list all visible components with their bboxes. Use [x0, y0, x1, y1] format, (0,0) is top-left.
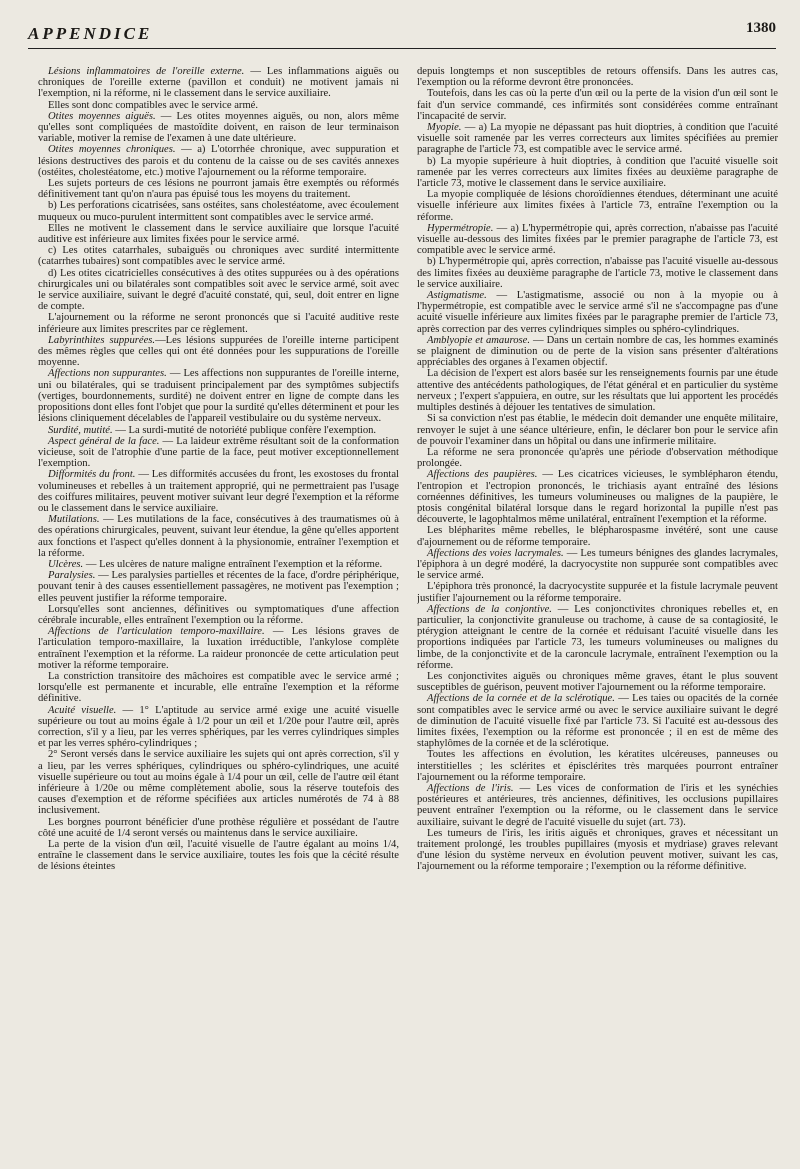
paragraph [417, 368, 778, 413]
paragraph [417, 290, 778, 335]
paragraph [38, 200, 399, 222]
section-heading: Ulcères. [48, 558, 84, 570]
paragraph-text: — a) L'hypermétropie qui, après correction, n'abaisse pas l'acuité visuelle au-dessous des limites fixées par le premier paragraphe de l'article 73, est compatible avec le service armé. [417, 222, 778, 257]
paragraph-text: Elles sont donc compatibles avec le service armé. [48, 99, 259, 111]
paragraph-text: — Les cicatrices vicieuses, le symblépharon étendu, l'entropion et l'ectropion prononcés, le trichiasis ayant entraîné des lésions cornéennes définitives, les tumeurs volumineuses ou malignes de la paupière, le ptosis congénital bilatéral lorsque dans le regard horizontal la pupille n'est pas découverte, le lagophtalmos même unilatéral, entraînent l'exemption et la réforme. [417, 469, 778, 526]
paragraph-text: b) Les perforations cicatrisées, sans ostéites, sans cholestéatome, avec écoulement muqueux ou muco-purulent intermittent sont compatibles avec le service armé. [38, 200, 399, 223]
paragraph-text: depuis longtemps et non susceptibles de retours offensifs. Dans les autres cas, l'exemption ou la réforme devront être prononcées. [417, 66, 778, 89]
running-header [28, 18, 776, 49]
paragraph-text: Les borgnes pourront bénéficier d'une prothèse régulière et possédant de l'autre côté une acuité de 1/4 seront versés ou maintenus dans le service auxiliaire. [38, 816, 399, 839]
paragraph-text: — Les difformités accusées du front, les exostoses du frontal volumineuses et rebelles à un traitement approprié, qui ne permettraient pas l'usage des coiffures militaires, peuvent motiver suivant leur degré l'exemption et la réforme ou le classement dans le service auxiliaire. [38, 469, 399, 514]
paragraph-text: — a) L'otorrhée chronique, avec suppuration et lésions destructives des parois et du contenu de la caisse ou de ses cavités annexes (ostéites, cholestéatome, etc.) motive l'ajournement ou la réforme temporaire. [38, 144, 399, 178]
paragraph-text: b) La myopie supérieure à huit dioptries, à condition que l'acuité visuelle soit ramenée par les verres correcteurs aux limites fixées au deuxième paragraphe de l'article 73, motive le classement dans le service auxiliaire. [417, 155, 778, 190]
paragraph-text: — La surdi-mutité de notoriété publique confère l'exemption. [112, 424, 377, 436]
paragraph-text: — Les ulcères de nature maligne entraînent l'exemption et la réforme. [83, 558, 383, 570]
paragraph-text: c) Les otites catarrhales, subaiguës ou chroniques avec surdité intermittente (catarrhes tubaires) sont compatibles avec le service armé. [38, 245, 399, 268]
paragraph [417, 525, 778, 547]
paragraph [417, 413, 778, 447]
paragraph-text: Les sujets porteurs de ces lésions ne pourront jamais être exemptés ou réformés définitivement tant qu'on n'aura pas épuisé tous les moyens du traitement. [38, 178, 399, 201]
section-heading: Amblyopie et amaurose. [427, 334, 530, 346]
paragraph-text: — L'astigmatisme, associé ou non à la myopie ou à l'hypermétropie, est compatible avec le service armé s'il ne s'accompagne pas d'une acuité visuelle inférieure aux limites fixées par le paragraphe premier de l'article 73, après correction par des verres cylindriques simples ou sphéro-cylindriques. [417, 290, 778, 335]
section-heading: Affections non suppurantes. [48, 368, 167, 380]
paragraph [417, 604, 778, 671]
paragraph [38, 705, 399, 750]
text-columns [38, 66, 778, 1149]
paragraph [417, 189, 778, 223]
paragraph [38, 178, 399, 200]
section-heading: Acuité visuelle. [48, 704, 117, 716]
paragraph [417, 469, 778, 525]
paragraph [38, 839, 399, 873]
paragraph [38, 245, 399, 267]
section-heading: Labyrinthites suppurées. [48, 334, 156, 346]
paragraph-text: — Les tumeurs bénignes des glandes lacrymales, l'épiphora à un degré modéré, la dacryocystite non suppurée sont compatibles avec le service armé. [417, 547, 778, 582]
paragraph-text: — Les paralysies partielles et récentes de la face, d'ordre périphérique, pouvant tenir à des causes essentiellement passagères, ne motivent pas l'exemption ; elles peuvent justifier la réforme temporaire. [38, 570, 399, 604]
paragraph [417, 256, 778, 290]
right-column [417, 66, 778, 1149]
paragraph-text: — Les mutilations de la face, consécutives à des traumatismes où à des opérations chirurgicales, peuvent, suivant leur étendue, la gêne qu'elles apportent aux fonctions et l'aspect qu'elles donnent à la physionomie, entraîner l'exemption et la réforme. [38, 514, 399, 559]
section-heading: Hypermétropie. [427, 222, 494, 234]
paragraph [38, 749, 399, 816]
paragraph-text: 2° Seront versés dans le service auxiliaire les sujets qui ont après correction, s'il y a lieu, par les verres sphériques, cylindriques ou sphéro-cylindriques, une acuité visuelle supérieure ou tout au moins égale à 1/4 pour un œil, celle de l'autre œil étant inférieure à 1/20e ou même complètement abolie, sous la réserve toutefois des causes d'exemption et de réforme spécifiées aux articles numérotés de 74 à 88 inclusivement. [38, 749, 399, 817]
paragraph-text: La perte de la vision d'un œil, l'acuité visuelle de l'autre égalant au moins 1/4, entraîne le classement dans le service auxiliaire, toutes les fois que la cécité résulte de lésions éteintes [38, 839, 399, 873]
paragraph [417, 156, 778, 190]
section-heading: Affections des voies lacrymales. [427, 547, 564, 559]
paragraph-text: L'ajournement ou la réforme ne seront prononcés que si l'acuité auditive reste inférieure aux limites prescrites par ce règlement. [38, 312, 399, 335]
section-heading: Astigmatisme. [427, 290, 487, 302]
left-column [38, 66, 399, 1149]
paragraph [38, 368, 399, 424]
paragraph-text: — Les conjonctivites chroniques rebelles et, en particulier, la conjonctivite granuleuse ou trachome, à cause de sa contagiosité, le ptérygion atteignant le centre de la cornée et réduisant l'acuité visuelle dans les proportions indiquées par l'article 73, les tumeurs volumineuses ou malignes du limbe, de la conjonctivite et de la caroncule lacrymale, entraînent l'exemption ou la réforme. [417, 603, 778, 671]
paragraph-text: L'épiphora très prononcé, la dacryocystite suppurée et la fistule lacrymale peuvent justifier l'ajournement ou la réforme temporaire. [417, 581, 778, 604]
paragraph-text: La constriction transitoire des mâchoires est compatible avec le service armé ; lorsqu'elle est permanente et incurable, elle entraîne l'exemption et la réforme définitive. [38, 670, 399, 705]
paragraph [417, 783, 778, 828]
paragraph-text: — Les inflammations aiguës ou chroniques de l'oreille externe (pavillon et conduit) ne motivent jamais ni l'exemption, ni la réforme, ni le classement dans le service auxiliaire. [38, 66, 399, 100]
paragraph [417, 671, 778, 693]
paragraph-text: — Les otites moyennes aiguës, ou non, alors même qu'elles sont compliquées de mastoïdite doivent, en raison de leur terminaison variable, motiver la remise de l'examen à une date ultérieure. [38, 110, 399, 145]
section-heading: Difformités du front. [48, 469, 136, 481]
paragraph-text: — Les lésions graves de l'articulation temporo-maxillaire, la luxation irréductible, l'ankylose complète entraînent l'exemption et la réforme. La raideur prononcée de cette articulation peut motiver la réforme temporaire. [38, 626, 399, 671]
section-heading: Paralysies. [48, 570, 96, 582]
paragraph [38, 111, 399, 145]
paragraph [417, 335, 778, 369]
paragraph [38, 570, 399, 604]
section-heading: Otites moyennes chroniques. [48, 144, 176, 156]
paragraph [38, 514, 399, 559]
paragraph-text: — 1° L'aptitude au service armé exige une acuité visuelle supérieure ou tout au moins égale à 1/2 pour un œil et 1/20e pour l'autre œil, après correction, s'il y a lieu, par les verres sphériques, par les verres cylindriques simples et par les verres sphéro-cylindriques ; [38, 704, 399, 750]
paragraph [417, 223, 778, 257]
section-heading: Lésions inflammatoires de l'oreille externe. [48, 66, 245, 77]
paragraph [417, 581, 778, 603]
paragraph-text: — Dans un certain nombre de cas, les hommes examinés se plaignent de diminution ou de perte de la vision sans présenter d'altérations appréciables des organes à l'examen objectif. [417, 334, 778, 369]
paragraph [417, 828, 778, 873]
section-heading: Affections de l'articulation temporo-maxillaire. [48, 626, 265, 638]
paragraph-text: Les conjonctivites aiguës ou chroniques même graves, étant le plus souvent susceptibles de guérison, peuvent motiver l'ajournement ou la réforme temporaire. [417, 670, 778, 694]
paragraph-text: d) Les otites cicatricielles consécutives à des otites suppurées ou à des opérations chirurgicales uni ou bilatérales sont compatibles soit avec le service armé, soit avec le service auxiliaire, suivant le degré d'acuité constaté, qui, seul, doit entrer en ligne de compte. [38, 267, 399, 313]
paragraph-text: — a) La myopie ne dépassant pas huit dioptries, à condition que l'acuité visuelle soit ramenée par les verres correcteurs aux limites spécifiées au premier paragraphe de l'article 73, est compatible avec le service armé. [417, 122, 778, 156]
section-heading: Affections de la conjontive. [427, 603, 552, 615]
section-heading: Affections de la cornée et de la sclérotique. [427, 693, 615, 705]
paragraph [38, 335, 399, 369]
paragraph [38, 436, 399, 470]
paragraph [417, 122, 778, 156]
paragraph-text: Elles ne motivent le classement dans le service auxiliaire que lorsque l'acuité auditive est inférieure aux limites fixées pour le service armé. [38, 222, 399, 246]
paragraph [38, 469, 399, 514]
paragraph [38, 626, 399, 671]
paragraph [38, 223, 399, 245]
section-heading: Aspect général de la face. [48, 435, 160, 447]
paragraph-text: Les blépharites même rebelles, le blépharospasme invétéré, sont une cause d'ajournement ou de réforme temporaire. [417, 525, 778, 548]
paragraph-text: Toutes les affections en évolution, les kératites ulcéreuses, panneuses ou interstitielles ; les sclérites et épisclérites très marquées pourront entraîner l'ajournement ou la réforme temporaire. [417, 749, 778, 783]
paragraph-text: Toutefois, dans les cas où la perte d'un œil ou la perte de la vision d'un œil sont le fait d'un service commandé, ces infirmités sont considérées comme entraînant l'incapacité de servir. [417, 88, 778, 122]
paragraph [417, 548, 778, 582]
paragraph [38, 671, 399, 705]
paragraph-text: Lorsqu'elles sont anciennes, définitives ou symptomatiques d'une affection cérébrale incurable, elles entraînent l'exemption ou la réforme. [38, 603, 399, 626]
section-heading: Myopie. [427, 122, 462, 134]
paragraph [38, 312, 399, 334]
paragraph-text: b) L'hypermétropie qui, après correction, n'abaisse pas l'acuité visuelle au-dessous des limites fixées au deuxième paragraphe de l'article 73, motive le classement dans le service auxiliaire. [417, 256, 778, 290]
paragraph-text: —Les lésions suppurées de l'oreille interne participent des mêmes règles que celles qui ont été données pour les suppurations de l'oreille moyenne. [38, 334, 399, 369]
paragraph-text: — Les affections non suppurantes de l'oreille interne, uni ou bilatérales, qui se traduisent principalement par des symptômes subjectifs (vertiges, bourdonnements, surdité) ne doivent entrer en ligne de compte dans les propositions dont elles font l'objet que pour la surdité qu'elles déterminent et pour les lésions cliniquement décelables de l'appareil vestibulaire ou du système nerveux. [38, 368, 399, 425]
section-heading: Affections des paupières. [427, 469, 538, 481]
page-number: 1380 [746, 20, 776, 36]
running-title: APPENDICE [28, 24, 153, 43]
paragraph [417, 66, 778, 88]
paragraph [38, 425, 399, 436]
section-heading: Mutilations. [48, 514, 100, 526]
paragraph-text: — Les taies ou opacités de la cornée sont compatibles avec le service armé ou avec le service auxiliaire suivant le degré de diminution de l'acuité visuelle fixé par l'article 73. Si l'acuité est au-dessous des limites fixées, l'exemption ou la réforme est prononcée ; il en est de même des staphylômes de la cornée et de la sclérotique. [417, 693, 778, 750]
paragraph [417, 693, 778, 749]
paragraph [38, 559, 399, 570]
section-heading: Affections de l'iris. [427, 783, 514, 794]
paragraph [38, 144, 399, 178]
paragraph [38, 268, 399, 313]
paragraph [38, 100, 399, 111]
paragraph [417, 447, 778, 469]
paragraph-text: — La laideur extrême résultant soit de la conformation vicieuse, soit de l'atrophie d'une partie de la face, peut motiver exceptionnellement l'exemption. [38, 435, 399, 470]
paragraph-text: La décision de l'expert est alors basée sur les renseignements fournis par une étude attentive des antécédents pathologiques, de l'état général et en particulier du système nerveux ; l'expert s'appuiera, en outre, sur les résultats que lui apportent les procédés multiples destinés à déjouer les tentatives de simulation. [417, 368, 778, 414]
paragraph-text: Les tumeurs de l'iris, les iritis aiguës et chroniques, graves et nécessitant un traitement prolongé, les troubles pupillaires (myosis et mydriase) graves relevant d'une lésion du système nerveux en évolution peuvent motiver, suivant les cas, l'ajournement ou la réforme temporaire ; l'exemption ou la réforme définitive. [417, 827, 778, 873]
paragraph [417, 88, 778, 122]
section-heading: Surdité, mutité. [48, 424, 113, 436]
paragraph [417, 749, 778, 783]
paragraph-text: Si sa conviction n'est pas établie, le médecin doit demander une enquête militaire, renvoyer le sujet à une séance ultérieure, enfin, le déclarer bon pour le service afin de pouvoir l'examiner dans un hôpital ou dans une infirmerie militaire. [417, 413, 778, 447]
paragraph-text: La réforme ne sera prononcée qu'après une période d'observation méthodique prolongée. [417, 446, 778, 470]
paragraph [38, 66, 399, 100]
paragraph-text: — Les vices de conformation de l'iris et les synéchies postérieures et antérieures, très anciennes, définitives, les occlusions pupillaires peuvent entraîner l'exemption ou la réforme, ou le classement dans le service auxiliaire, suivant le degré de l'acuité visuelle du sujet (art. 73). [417, 783, 778, 828]
section-heading: Otites moyennes aiguës. [48, 110, 156, 122]
paragraph-text: La myopie compliquée de lésions choroïdiennes étendues, déterminant une acuité visuelle inférieure aux limites fixées à l'article 73, entraîne l'exemption ou la réforme. [417, 189, 778, 223]
paragraph [38, 817, 399, 839]
paragraph [38, 604, 399, 626]
